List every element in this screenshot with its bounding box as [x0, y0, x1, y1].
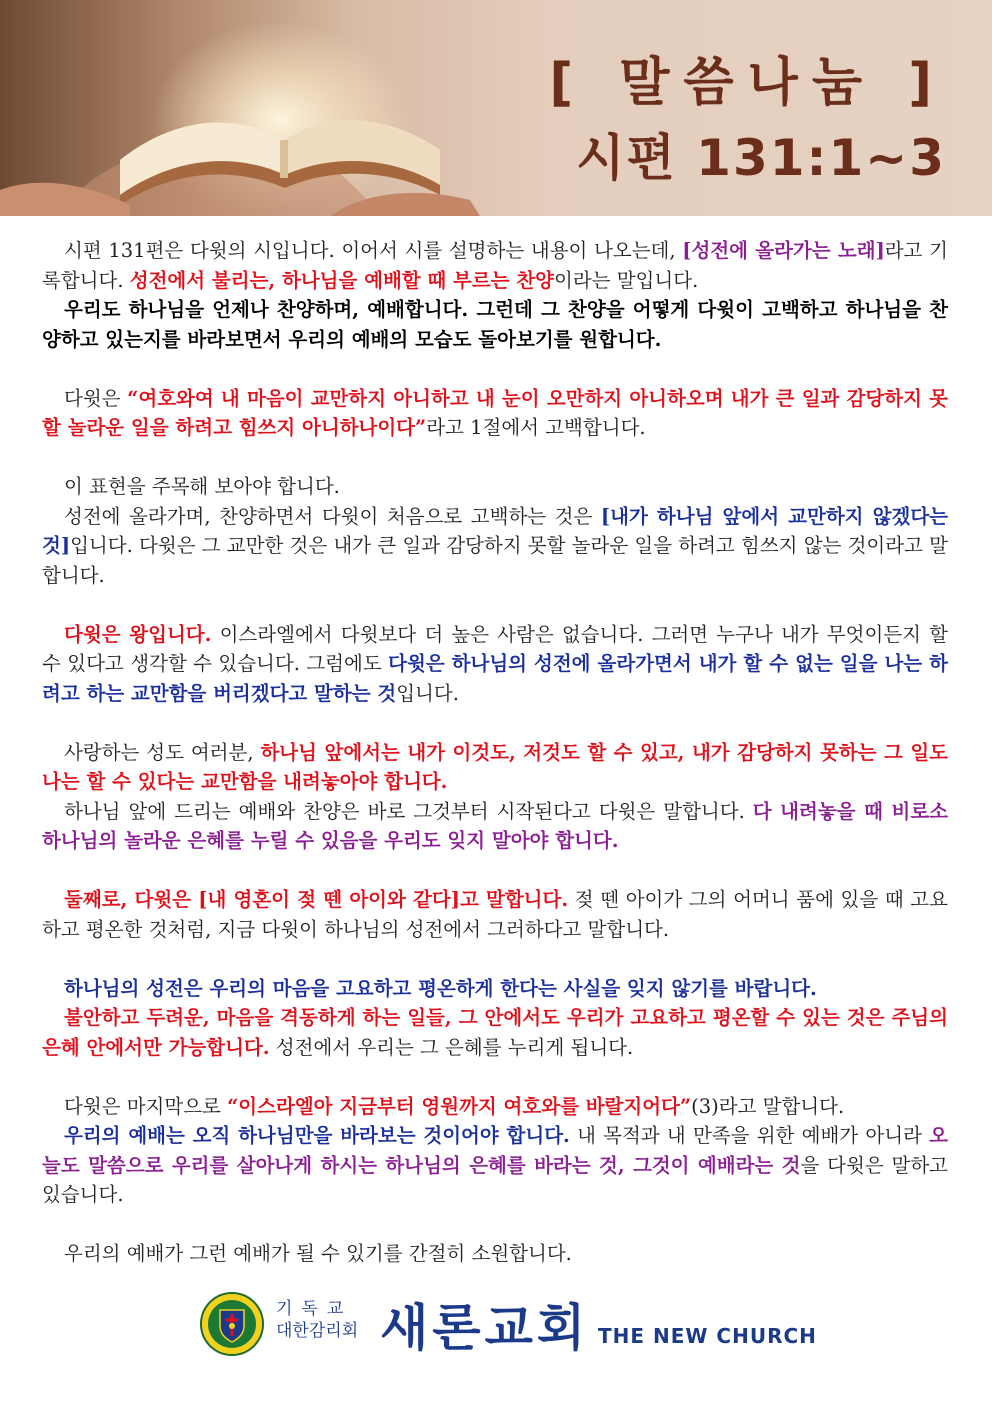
highlight: 하나님 앞에서는 내가 이것도, 저것도 할 수 있고, 내가 감당하지 못하는 그 일도 나는 할 수 있다는 교만함을 내려놓아야 합니다.	[42, 740, 948, 793]
text: 내 목적과 내 만족을 위한 예배가 아니라	[569, 1124, 930, 1147]
highlight: “여호와여 내 마음이 교만하지 아니하고 내 눈이 오만하지 아니하오며 내가 큰 일과 감당하지 못할 놀라운 일을 하려고 힘쓰지 아니하나이다”	[42, 386, 948, 439]
text: 하나님 앞에 드리는 예배와 찬양은 바로 그것부터 시작된다고 다윗은 말합니다.	[64, 799, 753, 823]
header-banner	[0, 0, 992, 216]
church-emblem-icon	[200, 1292, 264, 1356]
text: 을 다윗은 말하고 있습니다.	[42, 1153, 948, 1206]
highlight: [내가 하나님 앞에서 교만하지 않겠다는 것]	[42, 504, 948, 557]
denomination-line-2: 대한감리회	[276, 1321, 359, 1341]
church-name: 새론교회	[380, 1299, 590, 1357]
paragraph-8	[42, 797, 948, 856]
page-title: [ 말씀나눔 ]	[549, 53, 946, 113]
highlight: 둘째로, 다윗은 [내 영혼이 젖 뗀 아이와 같다]고 말합니다.	[64, 888, 569, 911]
highlight: 다 내려놓을 때 비로소 하나님의 놀라운 은혜를 누릴 수 있음을 우리도 잊지 말아야 합니다.	[42, 799, 949, 852]
paragraph-9	[42, 885, 948, 944]
text: 이스라엘에서 다윗보다 더 높은 사람은 없습니다. 그러면 누구나 내가 무엇이든지 할 수 있다고 생각할 수 있습니다. 그럼에도	[42, 622, 949, 675]
paragraph-5	[42, 502, 948, 591]
paragraph-4: 이 표현을 주목해 보아야 합니다.	[64, 475, 340, 498]
sermon-body	[42, 236, 948, 1269]
paragraph-14: 우리의 예배가 그런 예배가 될 수 있기를 간절히 소원합니다.	[64, 1242, 572, 1265]
paragraph-3	[42, 384, 948, 443]
church-footer	[200, 1292, 820, 1364]
text: 다윗은 마지막으로	[64, 1094, 228, 1118]
paragraph-7	[42, 738, 948, 797]
paragraph-13	[42, 1121, 948, 1210]
scripture-reference: 시편 131:1~3	[576, 129, 946, 187]
paragraph-2: 우리도 하나님을 언제나 찬양하며, 예배합니다. 그런데 그 찬양을 어떻게 다윗이 고백하고 하나님을 찬양하고 있는지를 바라보면서 우리의 예배의 모습도 돌아보기를 원합니다.	[42, 298, 948, 351]
highlight: 불안하고 두려운, 마음을 격동하게 하는 일들, 그 안에서도 우리가 고요하고 평온할 수 있는 것은 주님의 은혜 안에서만 가능합니다.	[42, 1006, 948, 1059]
highlight: 다윗은 하나님의 성전에 올라가면서 내가 할 수 없는 일을 나는 하려고 하는 교만함을 버리겠다고 말하는 것	[42, 652, 948, 705]
paragraph-6	[42, 620, 948, 709]
paragraph-1	[42, 236, 948, 295]
text: 성전에 올라가며, 찬양하면서 다윗이 처음으로 고백하는 것은	[64, 504, 601, 528]
highlight: 오늘도 말씀으로 우리를 살아나게 하시는 하나님의 은혜를 바라는 것, 그것이 예배라는 것	[42, 1124, 948, 1177]
highlight: 성전에서 불리는, 하나님을 예배할 때 부르는 찬양	[129, 268, 555, 292]
highlight: “이스라엘아 지금부터 영원까지 여호와를 바랄지어다”	[227, 1094, 692, 1118]
text: 입니다. 다윗은 그 교만한 것은 내가 큰 일과 감당하지 못할 놀라운 일을 하려고 힘쓰지 않는 것이라고 말합니다.	[42, 534, 948, 587]
text: 시편 131편은 다윗의 시입니다. 이어서 시를 설명하는 내용이 나오는데,	[64, 239, 683, 262]
text: (3)라고 말합니다.	[691, 1094, 845, 1118]
text: 사랑하는 성도 여러분,	[64, 740, 261, 764]
highlight: 우리의 예배는 오직 하나님만을 바라보는 것이어야 합니다.	[64, 1124, 570, 1147]
text: 라고 기록합니다.	[42, 239, 948, 292]
text: 다윗은	[64, 386, 128, 410]
highlight: [성전에 올라가는 노래]	[682, 239, 885, 262]
church-english-name: THE NEW CHURCH	[598, 1324, 817, 1348]
denomination-line-1: 기독교	[276, 1299, 353, 1319]
open-book-image	[0, 0, 480, 216]
text: 라고 1절에서 고백합니다.	[426, 416, 646, 439]
text: 젖 뗀 아이가 그의 어머니 품에 있을 때 고요하고 평온한 것처럼, 지금 다윗이 하나님의 성전에서 그러하다고 말합니다.	[42, 888, 948, 941]
paragraph-12	[42, 1092, 948, 1122]
text: 성전에서 우리는 그 은혜를 누리게 됩니다.	[269, 1035, 634, 1059]
text: 이라는 말입니다.	[554, 268, 699, 292]
paragraph-10: 하나님의 성전은 우리의 마음을 고요하고 평온하게 한다는 사실을 잊지 않기를 바랍니다.	[64, 976, 817, 1000]
denomination-label	[276, 1298, 358, 1342]
paragraph-11	[42, 1003, 948, 1062]
highlight: 다윗은 왕입니다.	[64, 622, 212, 646]
text: 입니다.	[396, 681, 459, 705]
